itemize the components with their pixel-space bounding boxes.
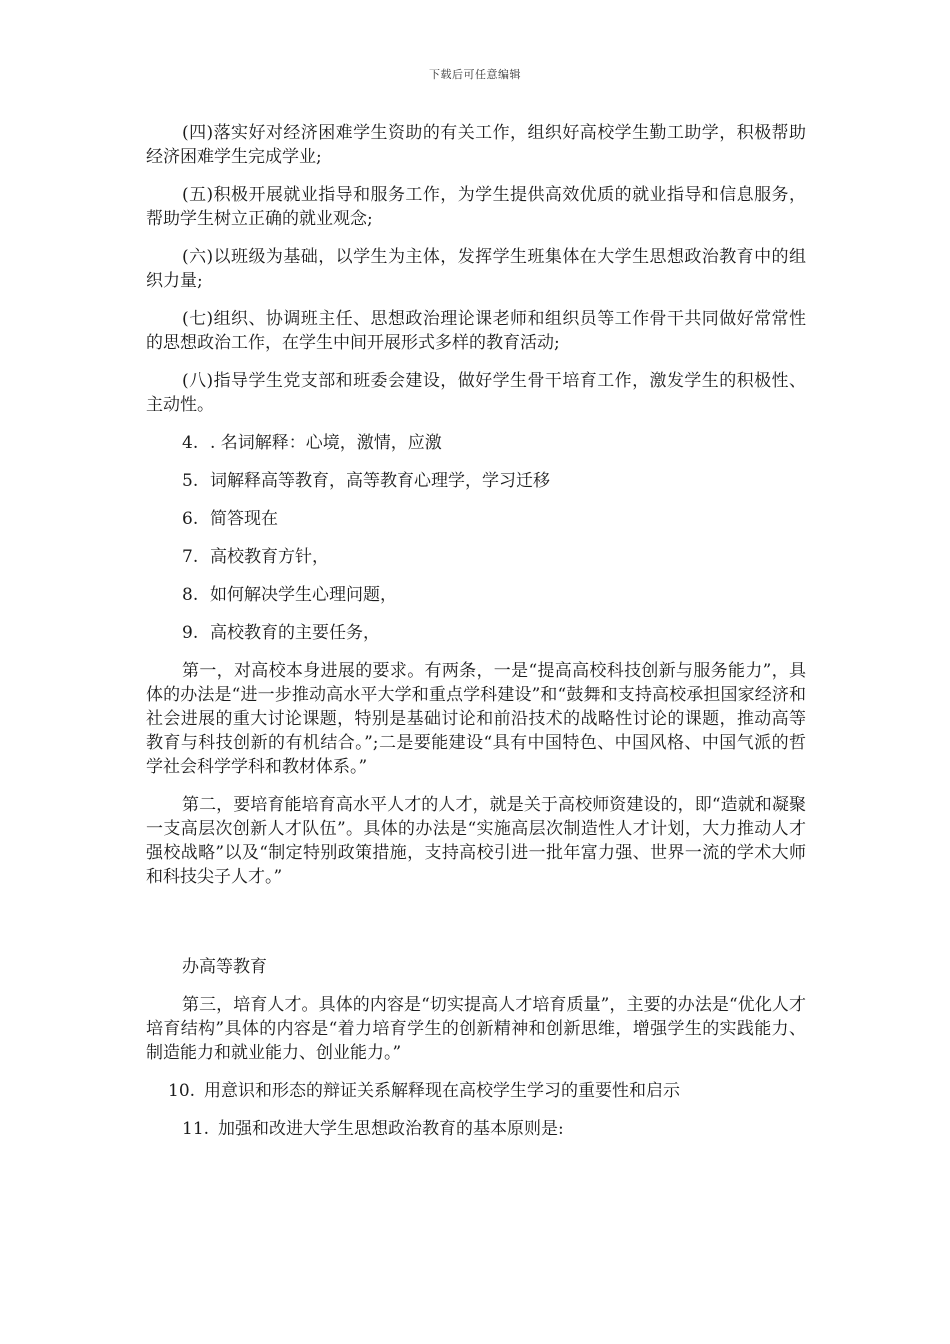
blank-gap	[146, 903, 806, 955]
duty-paragraph-8: (八)指导学生党支部和班委会建设，做好学生骨干培育工作，激发学生的积极性、主动性。	[146, 371, 806, 415]
question-number: 10.	[168, 1081, 196, 1101]
task-paragraph-2: 第二，要培育能培育高水平人才的人才，就是关于高校师资建设的，即“造就和凝聚一支高层次创新人才队伍”。具体的办法是“实施高层次制造性人才计划，大力推动人才强校战略”以及“制定特别政策措施，支持高校引进一批年富力强、世界一流的学术大师和科技尖子人才。”	[146, 795, 806, 887]
fragment-line: 办高等教育	[182, 957, 267, 977]
question-number: 8.	[182, 585, 199, 605]
duty-paragraph-4: (四)落实好对经济困难学生资助的有关工作，组织好高校学生勤工助学，积极帮助经济困难学生完成学业;	[146, 123, 806, 167]
duty-paragraph-7: (七)组织、协调班主任、思想政治理论课老师和组织员等工作骨干共同做好常常性的思想政治工作，在学生中间开展形式多样的教育活动;	[146, 309, 806, 353]
question-number: 6.	[182, 509, 199, 529]
task-paragraph-1: 第一，对高校本身进展的要求。有两条，一是“提高高校科技创新与服务能力”，具体的办法是“进一步推动高水平大学和重点学科建设”和“鼓舞和支持高校承担国家经济和社会进展的重大讨论课题，特别是基础讨论和前沿技术的战略性讨论的课题，推动高等教育与科技创新的有机结合。”;二是要能建设“具有中国特色、中国风格、中国气派的哲学社会科学学科和教材体系。”	[146, 661, 806, 777]
question-text: 高校教育的主要任务，	[210, 623, 380, 643]
question-text: . 名词解释：心境，激情，应激	[210, 433, 442, 453]
question-item-8	[146, 583, 806, 607]
question-text: 简答现在	[210, 509, 278, 529]
document-body	[146, 121, 806, 1155]
question-text: 高校教育方针，	[210, 547, 329, 567]
task-paragraph-3: 第三，培育人才。具体的内容是“切实提高人才培育质量”，主要的办法是“优化人才培育结构”具体的内容是“着力培育学生的创新精神和创新思维，增强学生的实践能力、制造能力和就业能力、创业能力。”	[146, 995, 806, 1063]
question-item-5	[146, 469, 806, 493]
question-number: 5.	[182, 471, 199, 491]
question-item-10	[146, 1079, 806, 1103]
question-text: 如何解决学生心理问题，	[210, 585, 397, 605]
question-number: 4.	[182, 433, 199, 453]
duty-paragraph-6: (六)以班级为基础，以学生为主体，发挥学生班集体在大学生思想政治教育中的组织力量;	[146, 247, 806, 291]
question-number: 11.	[182, 1119, 210, 1139]
page-header-note: 下载后可任意编辑	[429, 68, 521, 81]
question-item-7	[146, 545, 806, 569]
question-text: 用意识和形态的辩证关系解释现在高校学生学习的重要性和启示	[204, 1081, 680, 1101]
question-item-11	[146, 1117, 806, 1141]
question-item-9	[146, 621, 806, 645]
question-item-4	[146, 431, 806, 455]
question-text: 词解释高等教育，高等教育心理学，学习迁移	[210, 471, 550, 491]
question-text: 加强和改进大学生思想政治教育的基本原则是:	[218, 1119, 564, 1139]
question-number: 7.	[182, 547, 199, 567]
duty-paragraph-5: (五)积极开展就业指导和服务工作，为学生提供高效优质的就业指导和信息服务，帮助学生树立正确的就业观念;	[146, 185, 806, 229]
question-number: 9.	[182, 623, 199, 643]
question-item-6	[146, 507, 806, 531]
